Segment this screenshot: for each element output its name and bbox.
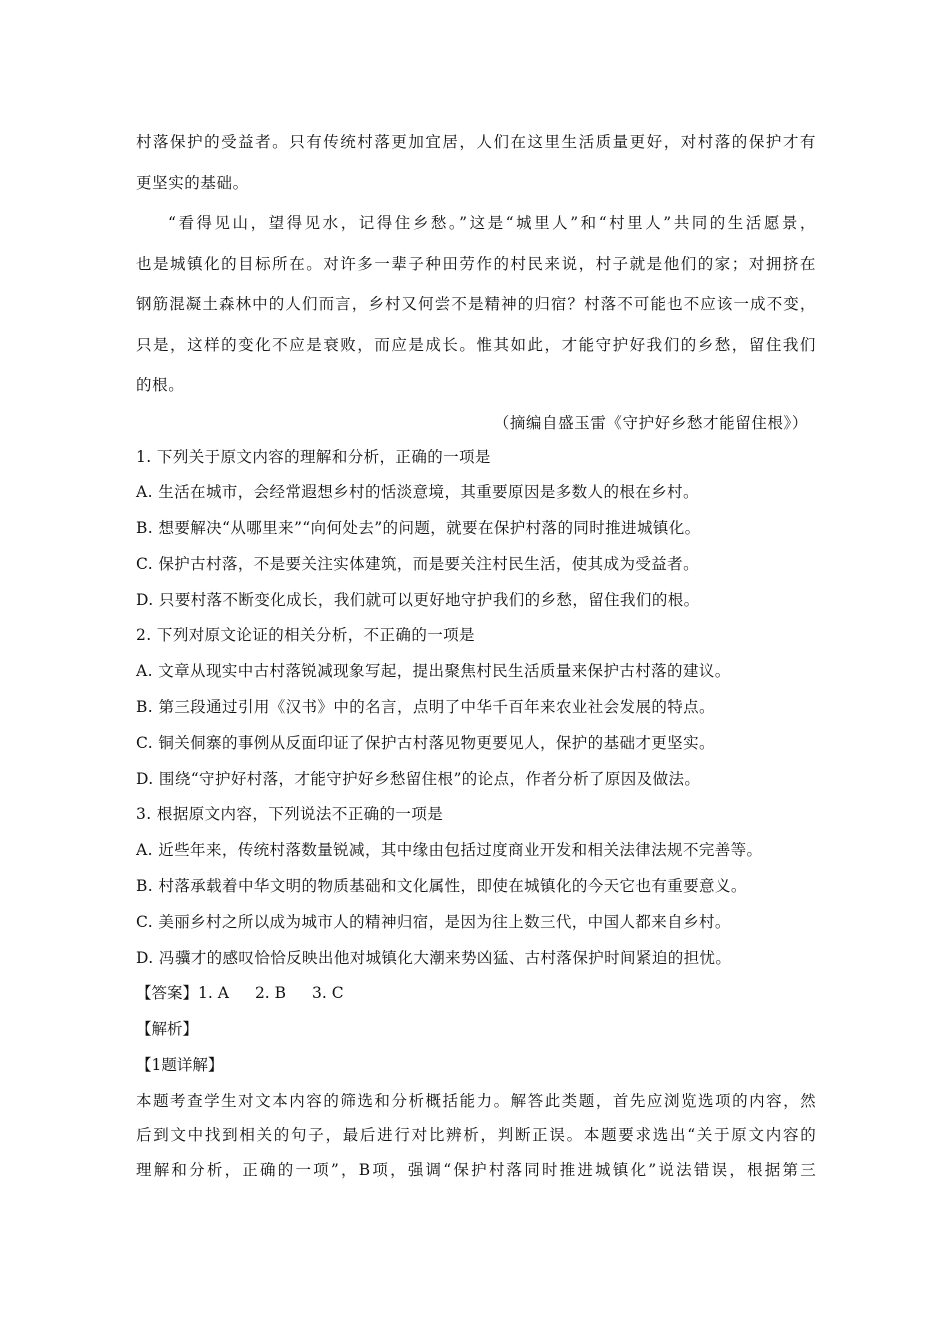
analysis-body: [136, 1084, 816, 1188]
passage-paragraph-2: [136, 203, 816, 406]
document-page: [136, 122, 816, 1187]
option-d: D. 冯骥才的感叹恰恰反映出他对城镇化大潮来势凶猛、古村落保护时间紧迫的担忧。: [136, 948, 732, 967]
answer-label: 【答案】: [136, 984, 199, 1003]
text-line: 只是，这样的变化不应是衰败，而应是成长。惟其如此，才能守护好我们的乡愁，留住我们: [136, 335, 816, 354]
text-line: 更坚实的基础。: [136, 173, 249, 192]
text-line: 后到文中找到相关的句子，最后进行对比辨析，判断正误。本题要求选出“关于原文内容的: [136, 1126, 816, 1145]
option-d: D. 只要村落不断变化成长，我们就可以更好地守护我们的乡愁，留住我们的根。: [136, 590, 700, 609]
answer-item: 1. A: [198, 984, 229, 1003]
option-d: D. 围绕“守护好村落，才能守护好乡愁留住根”的论点，作者分析了原因及做法。: [136, 769, 701, 788]
option-a: A. 生活在城市，会经常遐想乡村的恬淡意境，其重要原因是多数人的根在乡村。: [136, 483, 699, 502]
question-stem: 3. 根据原文内容，下列说法不正确的一项是: [136, 805, 444, 824]
answer-item: 3. C: [312, 984, 344, 1003]
analysis-sub-label: 【1题详解】: [136, 1056, 224, 1075]
option-b: B. 想要解决“从哪里来”“向何处去”的问题，就要在保护村落的同时推进城镇化。: [136, 519, 701, 538]
question-2: [136, 618, 816, 797]
analysis-label: 【解析】: [136, 1020, 199, 1039]
text-line: 的根。: [136, 376, 185, 394]
text-line: 村落保护的受益者。只有传统村落更加宜居，人们在这里生活质量更好，对村落的保护才有: [136, 133, 816, 151]
text-line: 钢筋混凝土森林中的人们而言，乡村又何尝不是精神的归宿？村落不可能也不应该一成不变，: [136, 295, 816, 313]
passage-paragraph-1: [136, 122, 816, 203]
option-a: A. 近些年来，传统村落数量锐减，其中缘由包括过度商业开发和相关法律法规不完善等。: [136, 841, 763, 860]
question-stem: 2. 下列对原文论证的相关分析，不正确的一项是: [136, 626, 475, 645]
text-line: 理解和分析，正确的一项”，B项，强调“保护村落同时推进城镇化”说法错误，根据第三: [136, 1160, 816, 1179]
text-line: “看得见山，望得见水，记得住乡愁。”这是“城里人”和“村里人”共同的生活愿景，: [168, 214, 816, 232]
question-3: [136, 797, 816, 976]
option-c: C. 美丽乡村之所以成为城市人的精神归宿，是因为往上数三代，中国人都来自乡村。: [136, 912, 731, 931]
option-a: A. 文章从现实中古村落锐减现象写起，提出聚焦村民生活质量来保护古村落的建议。: [136, 662, 731, 681]
option-c: C. 保护古村落，不是要关注实体建筑，而是要关注村民生活，使其成为受益者。: [136, 554, 699, 573]
question-1: [136, 440, 816, 619]
source-citation: （摘编自盛玉雷《守护好乡愁才能留住根》）: [493, 413, 808, 432]
option-b: B. 第三段通过引用《汉书》中的名言，点明了中华千百年来农业社会发展的特点。: [136, 698, 715, 717]
answer-item: 2. B: [254, 984, 287, 1003]
option-c: C. 铜关侗寨的事例从反面印证了保护古村落见物更要见人，保护的基础才更坚实。: [136, 733, 715, 752]
text-line: 也是城镇化的目标所在。对许多一辈子种田劳作的村民来说，村子就是他们的家；对拥挤在: [136, 254, 816, 273]
option-b: B. 村落承载着中华文明的物质基础和文化属性，即使在城镇化的今天它也有重要意义。: [136, 877, 747, 896]
answer-line: [136, 976, 816, 1012]
question-stem: 1. 下列关于原文内容的理解和分析，正确的一项是: [136, 447, 491, 466]
text-line: 本题考查学生对文本内容的筛选和分析概括能力。解答此类题，首先应浏览选项的内容，然: [136, 1091, 816, 1110]
